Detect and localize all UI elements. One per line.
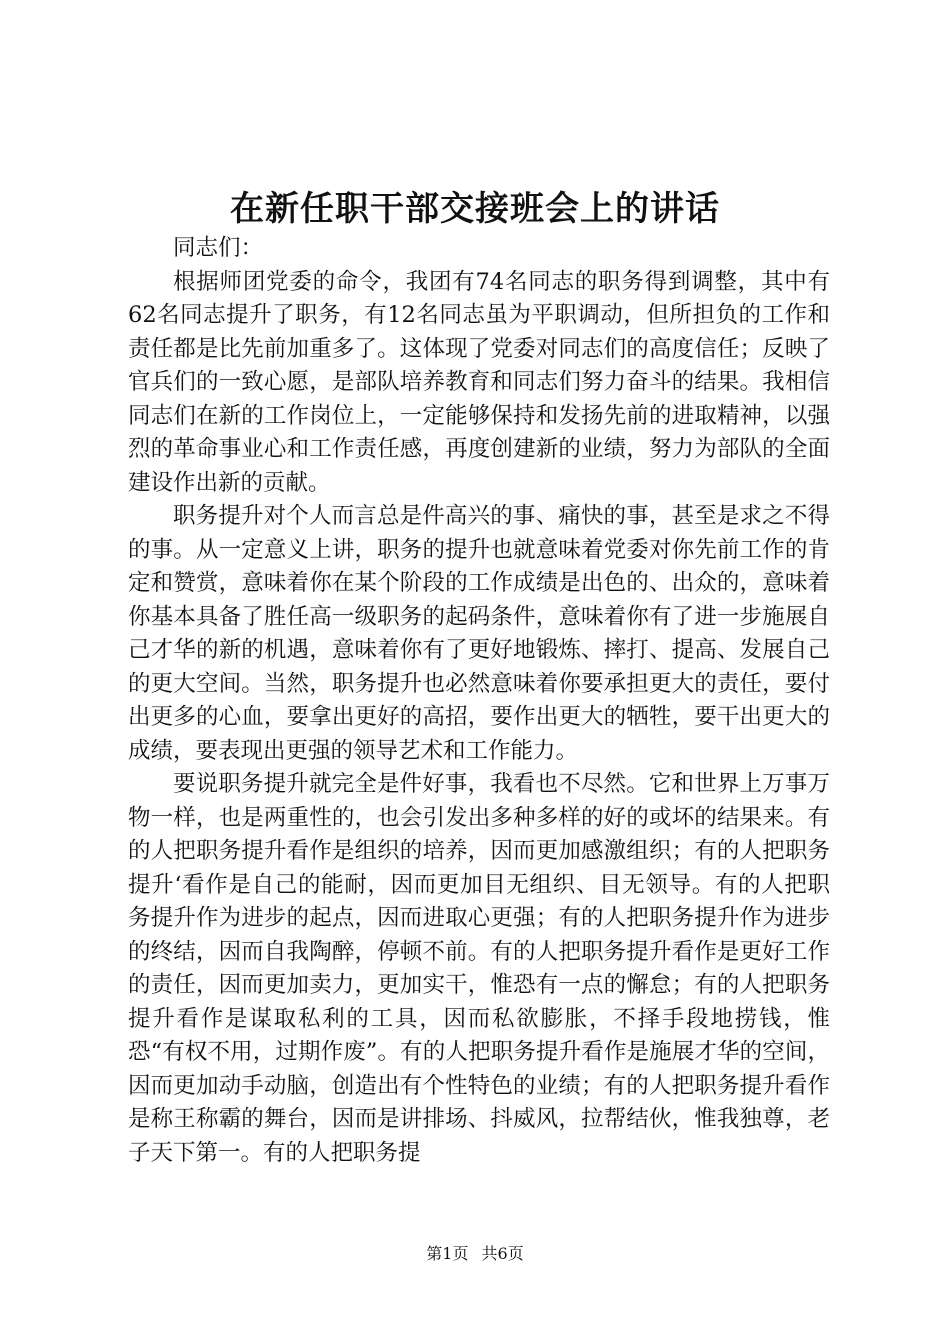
paragraph-3: 要说职务提升就完全是件好事，我看也不尽然。它和世界上万事万物一样，也是两重性的，也会引发出多种多样的好的或坏的结果来。有的人把职务提升看作是组织的培养，因而更加感激组织；有的人把职务提升‘看作是自己的能耐，因而更加目无组织、目无领导。有的人把职务提升作为进步的起点，因而进取心更强；有的人把职务提升作为进步的终结，因而自我陶醉，停顿不前。有的人把职务提升看作是更好工作的责任，因而更加卖力，更加实干，惟恐有一点的懈怠；有的人把职务提升看作是谋取私利的工具，因而私欲膨胀，不择手段地捞钱，惟恐“有权不用，过期作废”。有的人把职务提升看作是施展才华的空间，因而更加动手动脑，创造出有个性特色的业绩；有的人把职务提升看作是称王称霸的舞台，因而是讲排场、抖威风，拉帮结伙，惟我独尊，老子天下第一。有的人把职务提 <box>128 771 830 1166</box>
salutation: 同志们： <box>173 235 264 261</box>
paragraph-1: 根据师团党委的命令，我团有74名同志的职务得到调整，其中有62名同志提升了职务，有12名同志虽为平职调动，但所担负的工作和责任都是比先前加重多了。这体现了党委对同志们的高度信任；反映了官兵们的一致心愿，是部队培养教育和同志们努力奋斗的结果。我相信同志们在新的工作岗位上，一定能够保持和发扬先前的进取精神，以强烈的革命事业心和工作责任感，再度创建新的业绩，努力为部队的全面建设作出新的贡献。 <box>128 268 830 496</box>
document-body <box>128 232 830 1170</box>
page-total: 共6页 <box>481 1244 524 1263</box>
paragraph-2: 职务提升对个人而言总是件高兴的事、痛快的事，甚至是求之不得的事。从一定意义上讲，职务的提升也就意味着党委对你先前工作的肯定和赞赏，意味着你在某个阶段的工作成绩是出色的、出众的，意味着你基本具备了胜任高一级职务的起码条件，意味着你有了进一步施展自己才华的新的机遇，意味着你有了更好地锻炼、摔打、提高、发展自己的更大空间。当然，职务提升也必然意味着你要承担更大的责任，要付出更多的心血，要拿出更好的高招，要作出更大的牺牲，要干出更大的成绩，要表现出更强的领导艺术和工作能力。 <box>128 503 830 764</box>
document-title: 在新任职干部交接班会上的讲话 <box>230 189 720 229</box>
page-number: 第1页 <box>426 1244 469 1263</box>
page-footer <box>0 1244 950 1264</box>
